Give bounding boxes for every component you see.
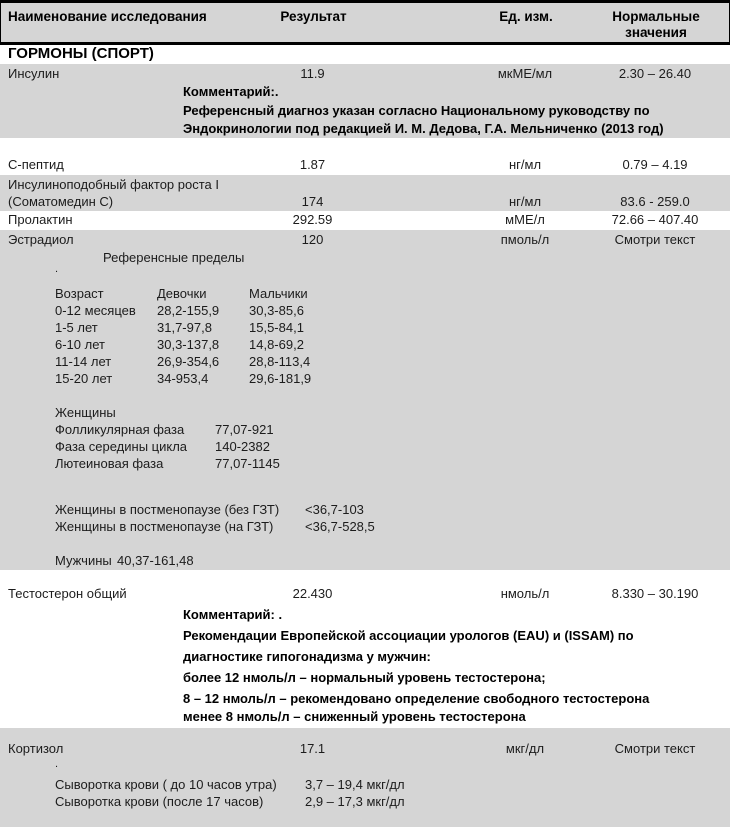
test-normal: 72.66 – 407.40 (611, 212, 699, 227)
women-title: Женщины (55, 405, 116, 420)
cortisol-band (0, 728, 730, 827)
boys-cell: 14,8-69,2 (249, 337, 304, 352)
comment-line: 8 – 12 нмоль/л – рекомендовано определение свободного тестостерона (183, 691, 650, 706)
reference-limits-title: Референсные пределы (103, 250, 245, 265)
test-name: Эстрадиол (8, 232, 74, 247)
test-result: 174 (301, 194, 324, 209)
test-normal: 2.30 – 26.40 (618, 66, 692, 81)
test-name: Инсулин (8, 66, 60, 81)
postmenopause-range: <36,7-103 (305, 502, 364, 517)
boys-cell: 15,5-84,1 (249, 320, 304, 335)
phase-range: 77,07-1145 (215, 456, 280, 471)
test-result: 22.430 (292, 586, 333, 601)
test-normal: 0.79 – 4.19 (622, 157, 688, 172)
women-row (0, 422, 730, 439)
test-name: Тестостерон общий (8, 586, 127, 601)
lab-row-cortisol (0, 741, 730, 758)
men-row (0, 553, 730, 570)
phase-label: Фаза середины цикла (55, 439, 188, 454)
test-units: мкг/дл (505, 741, 545, 756)
test-units: пмоль/л (500, 232, 550, 247)
serum-label: Сыворотка крови ( до 10 часов утра) (55, 777, 277, 792)
age-table-row (0, 320, 730, 337)
test-normal: 83.6 - 259.0 (620, 194, 690, 209)
test-name-line2: (Соматомедин С) (8, 194, 114, 209)
women-row (0, 456, 730, 473)
postmenopause-row (0, 519, 730, 536)
women-row (0, 439, 730, 456)
dot-marker: . (55, 263, 59, 275)
estradiol-band (0, 230, 730, 570)
test-normal: Смотри текст (614, 741, 696, 756)
boys-cell: 28,8-113,4 (249, 354, 311, 369)
boys-col-header: Мальчики (249, 286, 308, 301)
test-normal: Смотри текст (614, 232, 696, 247)
girls-cell: 34-953,4 (157, 371, 209, 386)
men-label: Мужчины (55, 553, 112, 568)
lab-row-testosterone (0, 586, 730, 603)
test-result: 11.9 (300, 66, 325, 81)
comment-label: Комментарий:. (183, 84, 279, 99)
age-cell: 15-20 лет (55, 371, 113, 386)
insulin-band (0, 64, 730, 138)
test-name: Пролактин (8, 212, 73, 227)
girls-col-header: Девочки (157, 286, 207, 301)
comment-line: менее 8 нмоль/л – сниженный уровень тестостерона (183, 709, 526, 724)
lab-row-prolactin (0, 212, 730, 229)
comment-label: Комментарий: . (183, 607, 283, 622)
girls-cell: 26,9-354,6 (157, 354, 220, 369)
age-table-row (0, 337, 730, 354)
test-name: Кортизол (8, 741, 64, 756)
test-units: мкМЕ/мл (497, 66, 553, 81)
test-result: 17.1 (299, 741, 326, 756)
test-name-line1: Инсулиноподобный фактор роста I (8, 177, 219, 192)
age-table-row (0, 371, 730, 388)
header-col-normal-line1: Нормальные (612, 9, 700, 24)
phase-range: 77,07-921 (215, 422, 274, 437)
test-units: нг/мл (508, 194, 542, 209)
age-table-header (0, 286, 730, 303)
phase-label: Фолликулярная фаза (55, 422, 185, 437)
test-units: мМЕ/л (505, 212, 545, 227)
age-table-row (0, 354, 730, 371)
header-col-result: Результат (280, 9, 347, 24)
comment-line: Эндокринологии под редакцией И. М. Дедова, Г.А. Мельниченко (2013 год) (183, 121, 664, 136)
test-result: 120 (301, 232, 324, 247)
postmenopause-label: Женщины в постменопаузе (без ГЗТ) (55, 502, 280, 517)
igf1-band (0, 175, 730, 211)
section-title: ГОРМОНЫ (СПОРТ) (8, 45, 154, 62)
test-units: нг/мл (508, 157, 542, 172)
age-col-header: Возраст (55, 286, 104, 301)
table-header (0, 0, 730, 45)
age-cell: 1-5 лет (55, 320, 98, 335)
men-range: 40,37-161,48 (117, 553, 194, 568)
postmenopause-range: <36,7-528,5 (305, 519, 375, 534)
test-name: С-пептид (8, 157, 64, 172)
boys-cell: 30,3-85,6 (249, 303, 304, 318)
comment-line: более 12 нмоль/л – нормальный уровень тестостерона; (183, 670, 546, 685)
postmenopause-label: Женщины в постменопаузе (на ГЗТ) (55, 519, 274, 534)
comment-line: Рекомендации Европейской ассоциации урологов (EAU) и (ISSAM) по (183, 628, 634, 643)
age-cell: 11-14 лет (55, 354, 112, 369)
serum-range: 3,7 – 19,4 мкг/дл (305, 777, 405, 792)
phase-range: 140-2382 (215, 439, 270, 454)
serum-label: Сыворотка крови (после 17 часов) (55, 794, 264, 809)
dot-marker: . (55, 758, 59, 770)
phase-label: Лютеиновая фаза (55, 456, 164, 471)
test-result: 1.87 (299, 157, 326, 172)
age-table-row (0, 303, 730, 320)
header-col-units: Ед. изм. (499, 9, 553, 24)
age-cell: 6-10 лет (55, 337, 105, 352)
girls-cell: 28,2-155,9 (157, 303, 220, 318)
lab-row-insulin (0, 66, 730, 83)
serum-range: 2,9 – 17,3 мкг/дл (305, 794, 405, 809)
test-units: нмоль/л (500, 586, 550, 601)
girls-cell: 31,7-97,8 (157, 320, 212, 335)
lab-row-igf1 (0, 194, 730, 211)
comment-line: Референсный диагноз указан согласно Национальному руководству по (183, 103, 650, 118)
postmenopause-row (0, 502, 730, 519)
lab-row-c-peptide (0, 157, 730, 174)
lab-row-estradiol (0, 232, 730, 249)
age-cell: 0-12 месяцев (55, 303, 136, 318)
boys-cell: 29,6-181,9 (249, 371, 312, 386)
header-col-normal (586, 9, 726, 41)
header-col-name: Наименование исследования (8, 9, 207, 24)
comment-line: диагностике гипогонадизма у мужчин: (183, 649, 431, 664)
serum-row (0, 794, 730, 811)
header-col-normal-line2: значения (625, 25, 687, 40)
serum-row (0, 777, 730, 794)
test-result: 292.59 (292, 212, 333, 227)
girls-cell: 30,3-137,8 (157, 337, 220, 352)
test-normal: 8.330 – 30.190 (611, 586, 699, 601)
women-section-title-line (0, 405, 730, 422)
